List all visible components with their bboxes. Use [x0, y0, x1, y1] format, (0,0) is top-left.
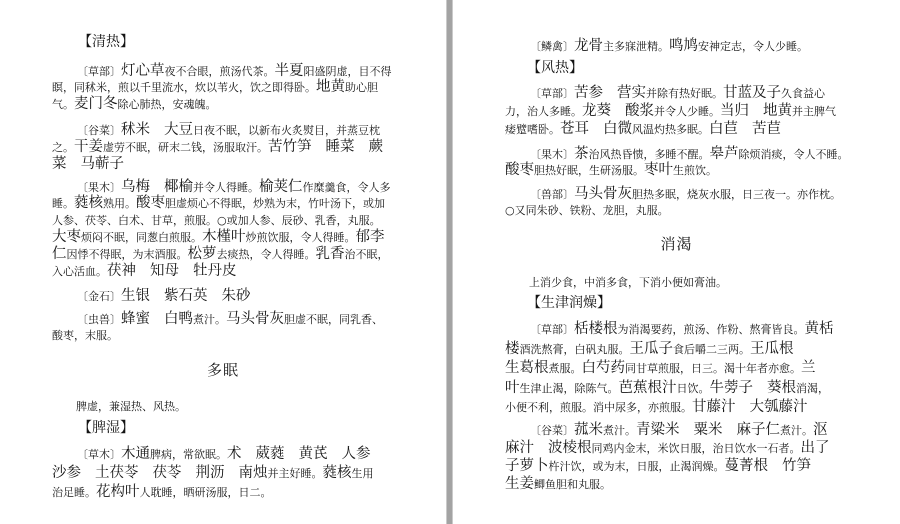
- text-line: [505, 420, 830, 438]
- annotation: 夜不合眼，煎汤代茶。: [164, 64, 275, 78]
- annotation: 同鸡内金末，米饮日服，治日饮水一石者。: [591, 442, 801, 455]
- drug-name: 木槿叶: [202, 228, 246, 245]
- annotation: 除烦消痰，令人不睡。: [738, 147, 849, 161]
- drug-name: 牛蒡子: [709, 379, 753, 396]
- category-label: 〔谷菜〕: [530, 424, 574, 437]
- text-line: [52, 228, 391, 245]
- drug-name: 波棱根: [548, 440, 592, 456]
- drug-name: 王瓜子: [629, 340, 673, 357]
- text-line: [505, 145, 849, 162]
- category-label: 〔草部〕: [530, 323, 574, 337]
- drug-name: 茶: [574, 145, 589, 162]
- annotation: 鲫鱼胆和丸服。: [534, 478, 611, 491]
- text-line: [505, 119, 836, 137]
- annotation: 日饮。: [676, 381, 710, 395]
- drug-name: 栝楼根: [574, 321, 618, 338]
- drug-name: 生银: [121, 287, 150, 304]
- drug-name: 粟米: [693, 422, 723, 438]
- annotation: 杵汁饮，或为末，日服，止渴润燥。: [548, 460, 725, 473]
- drug-name: 当归: [720, 103, 749, 119]
- drug-name: 生姜: [505, 476, 534, 492]
- drug-name: 知母: [150, 262, 179, 279]
- annotation: 虚劳不眠，研末二钱，汤服取汗。: [103, 140, 268, 154]
- drug-name: 大豆: [164, 121, 193, 138]
- entry-paragraph: [52, 178, 391, 279]
- annotation: 安神定志，令人少睡。: [698, 39, 808, 53]
- drug-name: 茯神: [107, 262, 136, 279]
- drug-name: 麻子仁: [736, 422, 780, 438]
- drug-name: 朱砂: [221, 287, 251, 304]
- entry-paragraph: [505, 145, 849, 178]
- text-line: [505, 456, 830, 474]
- annotation: 生津止渴，除陈气。: [519, 381, 619, 395]
- drug-name: 竹笋: [782, 458, 811, 474]
- drug-name: 苦苣: [752, 121, 781, 137]
- text-line: [505, 83, 836, 101]
- text-line: [505, 201, 841, 218]
- drug-name: 苦参: [574, 85, 603, 101]
- text-line: [505, 357, 834, 377]
- annotation: 烦闷不眠，同葱白煎服。: [81, 230, 202, 244]
- drug-name: 乳香: [315, 245, 345, 262]
- right-page: [453, 0, 900, 524]
- annotation: 气。: [52, 97, 74, 111]
- text-line: [505, 438, 830, 456]
- drug-name: 黄栝: [804, 321, 834, 338]
- annotation: 炒煎饮服，令人得睡。: [245, 230, 356, 244]
- drug-name: 黄芪: [298, 445, 328, 462]
- entry-paragraph: [52, 120, 383, 171]
- annotation: 去痰热，令人得睡。: [216, 247, 316, 261]
- drug-name: 秫米: [121, 121, 150, 138]
- drug-name: 紫石英: [164, 287, 208, 304]
- drug-name: 白鸭: [164, 311, 193, 327]
- drug-name: 地黄: [316, 79, 345, 96]
- drug-name: 乌梅: [121, 178, 150, 195]
- annotation: 瞑，同秫米，煎以千里流水，炊以苇火，饮之即得卧。: [52, 81, 316, 95]
- drug-name: 马蕲子: [80, 155, 124, 172]
- drug-name: 蜂蜜: [121, 311, 150, 327]
- text-line: [52, 120, 383, 137]
- entry-paragraph: [52, 286, 251, 303]
- drug-name: 出了: [800, 440, 830, 456]
- annotation: 酸枣，末服。: [52, 329, 118, 342]
- drug-name: 椰榆: [164, 178, 193, 195]
- annotation: 煮汁。: [780, 424, 813, 437]
- drug-name: 土茯苓: [95, 464, 139, 481]
- category-label: 〔草部〕: [77, 64, 121, 78]
- category-label: 〔金石〕: [77, 289, 121, 303]
- text-line: [52, 154, 383, 171]
- drug-name: 叶: [505, 379, 520, 396]
- annotation: 小便不利，煎服。消中尿多，亦煎服。: [505, 401, 692, 415]
- annotation: 胆热好眠，生研汤服。: [534, 164, 644, 178]
- chapter-intro: 上消少食，中消多食，下消小便如膏油。: [529, 275, 727, 289]
- annotation: 熟用。: [103, 197, 136, 211]
- drug-name: 郁李: [355, 228, 385, 245]
- drug-name: 子萝卜: [505, 458, 549, 474]
- entry-paragraph: [505, 420, 830, 492]
- annotation: 同甘草煎服，日三。渴十年者亦愈。: [625, 362, 801, 376]
- drug-name: 干姜: [74, 138, 103, 155]
- text-line: [52, 326, 383, 342]
- annotation: 酒洗熬膏，白矾丸服。: [519, 342, 630, 356]
- drug-name: 榆荚仁: [259, 178, 303, 195]
- drug-name: 鸣鸠: [669, 37, 698, 54]
- drug-name: 麻汁: [505, 440, 534, 456]
- drug-name: 甘蓝及子: [723, 85, 781, 101]
- annotation: 除心肺热，安魂魄。: [117, 97, 217, 111]
- chapter-title: 消渴: [660, 235, 693, 253]
- annotation: 治足睡。: [52, 485, 96, 499]
- drug-name: 白微: [603, 121, 632, 137]
- drug-name: 术: [227, 445, 242, 462]
- annotation: 消渴，: [796, 381, 829, 395]
- section-heading: 【脾湿】: [78, 420, 134, 436]
- drug-name: 蕨: [368, 138, 383, 155]
- annotation: ○又同朱砂、铁粉、龙胆，丸服。: [505, 204, 669, 218]
- drug-name: 南烛: [238, 464, 268, 481]
- category-label: 〔谷菜〕: [77, 123, 121, 137]
- text-line: [505, 161, 849, 178]
- text-line: [52, 245, 391, 262]
- text-line: [505, 185, 841, 202]
- annotation: 煮服。: [548, 362, 582, 376]
- drug-name: 芭蕉根汁: [618, 379, 677, 396]
- text-line: [505, 338, 834, 358]
- category-label: 〔草部〕: [530, 87, 574, 100]
- annotation: 生煎饮。: [673, 164, 717, 178]
- category-label: 〔兽部〕: [530, 187, 574, 201]
- category-label: 〔果木〕: [77, 180, 121, 194]
- drug-name: 木通: [121, 445, 150, 462]
- annotation: 助心胆: [345, 81, 378, 95]
- section-heading: 【生津润燥】: [527, 295, 611, 311]
- annotation: 煮汁。: [193, 313, 226, 326]
- category-label: 〔鳞禽〕: [530, 39, 574, 53]
- text-line: [52, 78, 392, 95]
- annotation: 久食益心: [781, 87, 825, 100]
- annotation: 胆热多眠，烧灰水服，日三夜一。亦作枕。: [632, 187, 841, 201]
- annotation: 日夜不眠，以新布火炙熨目，并蒸豆枕: [193, 123, 380, 137]
- drug-name: 马头骨灰: [574, 185, 632, 202]
- annotation: 风温灼热多眠。: [632, 123, 709, 136]
- drug-name: 青粱米: [636, 422, 680, 438]
- drug-name: 沤: [813, 422, 828, 438]
- drug-name: 王瓜根: [750, 340, 794, 357]
- drug-name: 仁: [52, 245, 67, 262]
- section-heading: 【清热】: [78, 34, 134, 50]
- text-line: [505, 101, 836, 119]
- text-line: [52, 310, 383, 326]
- page-divider: [446, 0, 453, 524]
- text-line: [52, 262, 391, 279]
- entry-paragraph: [52, 310, 383, 342]
- drug-name: 白芍药: [581, 360, 625, 377]
- drug-name: 沙参: [52, 464, 81, 481]
- drug-name: 皋芦: [709, 145, 739, 162]
- annotation: 痿躄嗜卧。: [505, 123, 560, 136]
- drug-name: 楼: [505, 340, 520, 357]
- category-label: 〔虫兽〕: [77, 313, 121, 326]
- entry-paragraph: [505, 318, 834, 416]
- text-line: [505, 474, 830, 492]
- annotation: 食后嚼二三两。: [673, 342, 750, 356]
- category-label: 〔草木〕: [77, 447, 121, 461]
- drug-name: 地黄: [763, 103, 792, 119]
- left-page: [0, 0, 446, 524]
- entry-paragraph: [505, 185, 841, 218]
- drug-name: 大枣: [52, 228, 81, 245]
- chapter-intro: 脾虚，兼湿热、风热。: [76, 399, 186, 413]
- text-line: [52, 211, 391, 228]
- annotation: 治不眠，: [344, 247, 389, 261]
- drug-name: 兰: [801, 360, 816, 377]
- annotation: 为消渴要药，煎汤、作粉、熬膏皆良。: [617, 323, 805, 337]
- annotation: 胆虚不眠，同乳香、: [284, 313, 383, 326]
- chapter-title: 多眠: [206, 361, 239, 379]
- text-line: [52, 95, 392, 112]
- drug-name: 酸枣: [505, 162, 534, 179]
- drug-name: 马头骨灰: [226, 311, 284, 327]
- text-line: [52, 178, 391, 195]
- drug-name: 酸枣: [136, 195, 165, 212]
- drug-name: 甘藤汁: [692, 399, 736, 416]
- drug-name: 菜: [52, 155, 67, 172]
- annotation: 之。: [52, 140, 74, 154]
- drug-name: 蕤核: [322, 464, 352, 481]
- category-label: 〔果木〕: [530, 147, 574, 161]
- annotation: 人参、茯苓、白术、甘草，煎服。○或加人参、辰砂、乳香，丸服。: [52, 214, 381, 228]
- text-line: [505, 377, 834, 397]
- drug-name: 苍耳: [560, 121, 589, 137]
- drug-name: 葳蕤: [255, 445, 285, 462]
- annotation: 并主脾气: [792, 105, 836, 118]
- text-line: [52, 62, 392, 79]
- text-line: [52, 481, 374, 500]
- annotation: 力，治人多睡。: [505, 105, 582, 118]
- drug-name: 营实: [617, 85, 646, 101]
- annotation: 并令人得睡。: [193, 180, 259, 194]
- drug-name: 苦竹笋: [268, 138, 312, 155]
- section-heading: 【风热】: [527, 60, 583, 76]
- drug-name: 半夏: [274, 62, 304, 79]
- text-line: [52, 286, 251, 303]
- drug-name: 睡菜: [325, 138, 355, 155]
- drug-name: 松萝: [187, 245, 217, 262]
- annotation: 作糜羹食，令人多: [302, 180, 391, 194]
- annotation: 并令人少睡。: [654, 105, 720, 118]
- drug-name: 蔓菁根: [724, 458, 768, 474]
- annotation: 煮汁。: [603, 424, 636, 437]
- drug-name: 荆沥: [195, 464, 225, 481]
- annotation: 治风热昏愦，多睡不醒。: [588, 147, 710, 161]
- annotation: 生用: [351, 466, 374, 480]
- drug-name: 葵根: [767, 379, 796, 396]
- drug-name: 龙葵: [582, 103, 611, 119]
- annotation: 主多寐泄精。: [603, 39, 669, 53]
- drug-name: 灯心草: [121, 62, 165, 79]
- entry-paragraph: [505, 36, 808, 53]
- drug-name: 龙骨: [574, 37, 603, 54]
- text-line: [505, 36, 808, 53]
- annotation: 睡。: [52, 197, 74, 211]
- annotation: 人耽睡，晒研汤服，日二。: [139, 485, 272, 499]
- entry-paragraph: [52, 62, 392, 112]
- drug-name: 酸浆: [625, 103, 654, 119]
- text-line: [52, 462, 374, 481]
- text-line: [52, 137, 383, 154]
- entry-paragraph: [52, 443, 374, 500]
- annotation: 脾病，常欲眠。: [150, 447, 227, 461]
- annotation: 阳盛阴虚，目不得: [303, 64, 392, 78]
- entry-paragraph: [505, 83, 836, 137]
- text-line: [52, 194, 391, 211]
- annotation: 入心活血。: [52, 264, 107, 278]
- drug-name: 白苣: [709, 121, 738, 137]
- drug-name: 菰米: [574, 422, 603, 438]
- drug-name: 生葛根: [505, 360, 549, 377]
- annotation: 并除有热好眠。: [646, 87, 723, 100]
- drug-name: 蕤核: [74, 195, 103, 212]
- drug-name: 枣叶: [644, 162, 673, 179]
- text-line: [505, 396, 834, 416]
- drug-name: 花构叶: [96, 483, 140, 500]
- drug-name: 麦门冬: [74, 95, 118, 112]
- text-line: [505, 318, 834, 338]
- drug-name: 茯苓: [152, 464, 182, 481]
- text-line: [52, 443, 374, 462]
- annotation: 胆虚烦心不得眠，炒熟为末，竹叶汤下，或加: [165, 197, 385, 211]
- annotation: 因悸不得眠，为末酒服。: [66, 247, 188, 261]
- drug-name: 大瓠藤汁: [749, 399, 808, 416]
- drug-name: 人参: [341, 445, 371, 462]
- drug-name: 牡丹皮: [193, 262, 237, 279]
- annotation: 并主好睡。: [267, 466, 323, 480]
